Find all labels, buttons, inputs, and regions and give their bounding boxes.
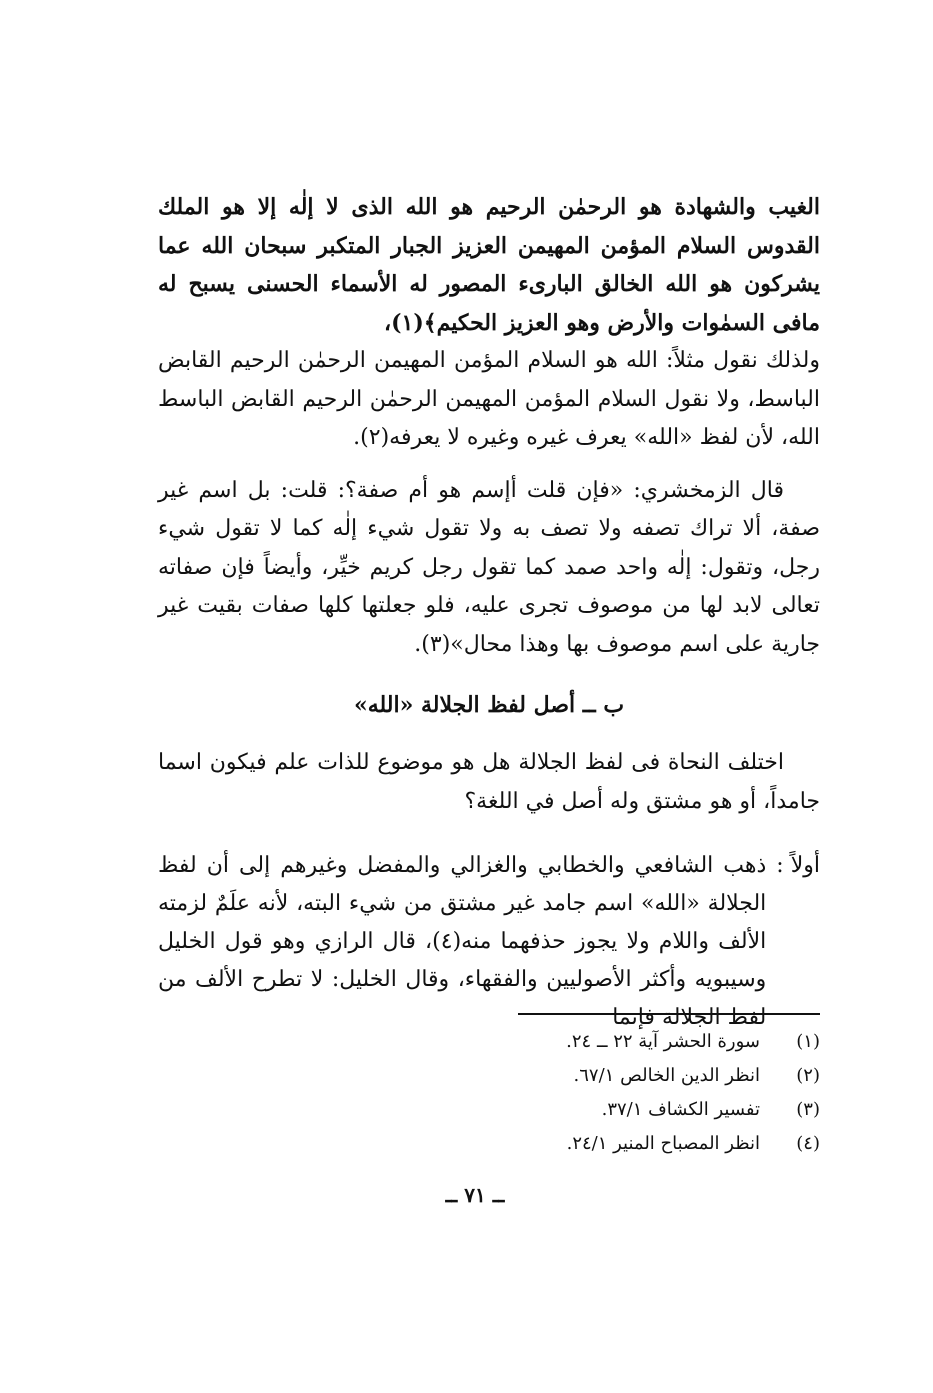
- footnote-text: تفسير الكشاف ٣٧/١.: [601, 1098, 760, 1120]
- footnotes: [460, 1024, 820, 1160]
- page-number: ــ ٧١ ــ: [445, 1183, 505, 1207]
- list-item-label: أولاً :: [776, 853, 820, 878]
- footnote-text: انظر المصباح المنير ٢٤/١.: [566, 1132, 760, 1154]
- footnote: [460, 1092, 820, 1126]
- quran-verse-paragraph: الغيب والشهادة هو الرحمٰن الرحيم هو الله الذى لا إلٰه إلا هو الملك القدوس السلام المؤمن المهيمن العزيز الجبار المتكبر سبحان الله عما يشركون هو الله الخالق البارىء المصور له الأسماء الحسنى يسبح له مافى السمٰوات والأرض وهو العزيز الحكيم﴾(١)،: [158, 194, 820, 336]
- footnote-separator: [518, 1013, 820, 1015]
- zamakhshari-quote-paragraph: قال الزمخشري: «فإن قلت أإسم هو أم صفة؟: قلت: بل اسم غير صفة، ألا تراك تصفه ولا تصف به ولا تقول شيء إلٰه كما لا تقول شيء رجل، وتقول: إلٰه واحد صمد كما تقول رجل كريم خيِّر، وأيضاً فإن صفاته تعالى لابد لها من موصوف تجرى عليه، فلو جعلتها كلها صفات بقيت غير جارية على اسم موصوف بها وهذا محال»(٣).: [158, 477, 820, 657]
- footnote-text: سورة الحشر آية ٢٢ ــ ٢٤.: [566, 1030, 760, 1052]
- footnote: [460, 1058, 820, 1092]
- footnote: [460, 1024, 820, 1058]
- list-item-first: [158, 847, 820, 1037]
- explanation-paragraph: ولذلك نقول مثلاً: الله هو السلام المؤمن المهيمن الرحمٰن الرحيم القابض الباسط، ولا نقول السلام المؤمن المهيمن الرحمٰن الرحيم القابض الباسط الله، لأن لفظ «الله» يعرف غيره وغيره لا يعرفه(٢).: [158, 348, 821, 450]
- footnote-number: (٤): [796, 1132, 820, 1154]
- list-item-text: ذهب الشافعي والخطابي والغزالي والمفضل وغيرهم إلى أن لفظ الجلالة «الله» اسم جامد غير مشتق من شيء البته، لأنه علَمٌ لزمته الألف واللام ولا يجوز حذفهما منه(٤)، قال الرازي وهو قول الخليل وسيبويه وأكثر الأصوليين والفقهاء، وقال الخليل: لا تطرح الألف من لفظ الجلالة فإنما: [158, 853, 767, 1030]
- section-heading: ب ــ أصل لفظ الجلالة «الله»: [353, 692, 625, 718]
- footnote: [460, 1126, 820, 1160]
- footnote-number: (٣): [796, 1098, 820, 1120]
- intro-paragraph: اختلف النحاة فى لفظ الجلالة هل هو موضوع للذات علم فيكون اسما جامداً، أو هو مشتق وله أصل في اللغة؟: [158, 750, 820, 814]
- footnote-number: (٢): [796, 1064, 820, 1086]
- footnote-text: انظر الدين الخالص ٦٧/١.: [573, 1064, 760, 1086]
- footnote-number: (١): [796, 1030, 820, 1052]
- main-text: [158, 188, 820, 1037]
